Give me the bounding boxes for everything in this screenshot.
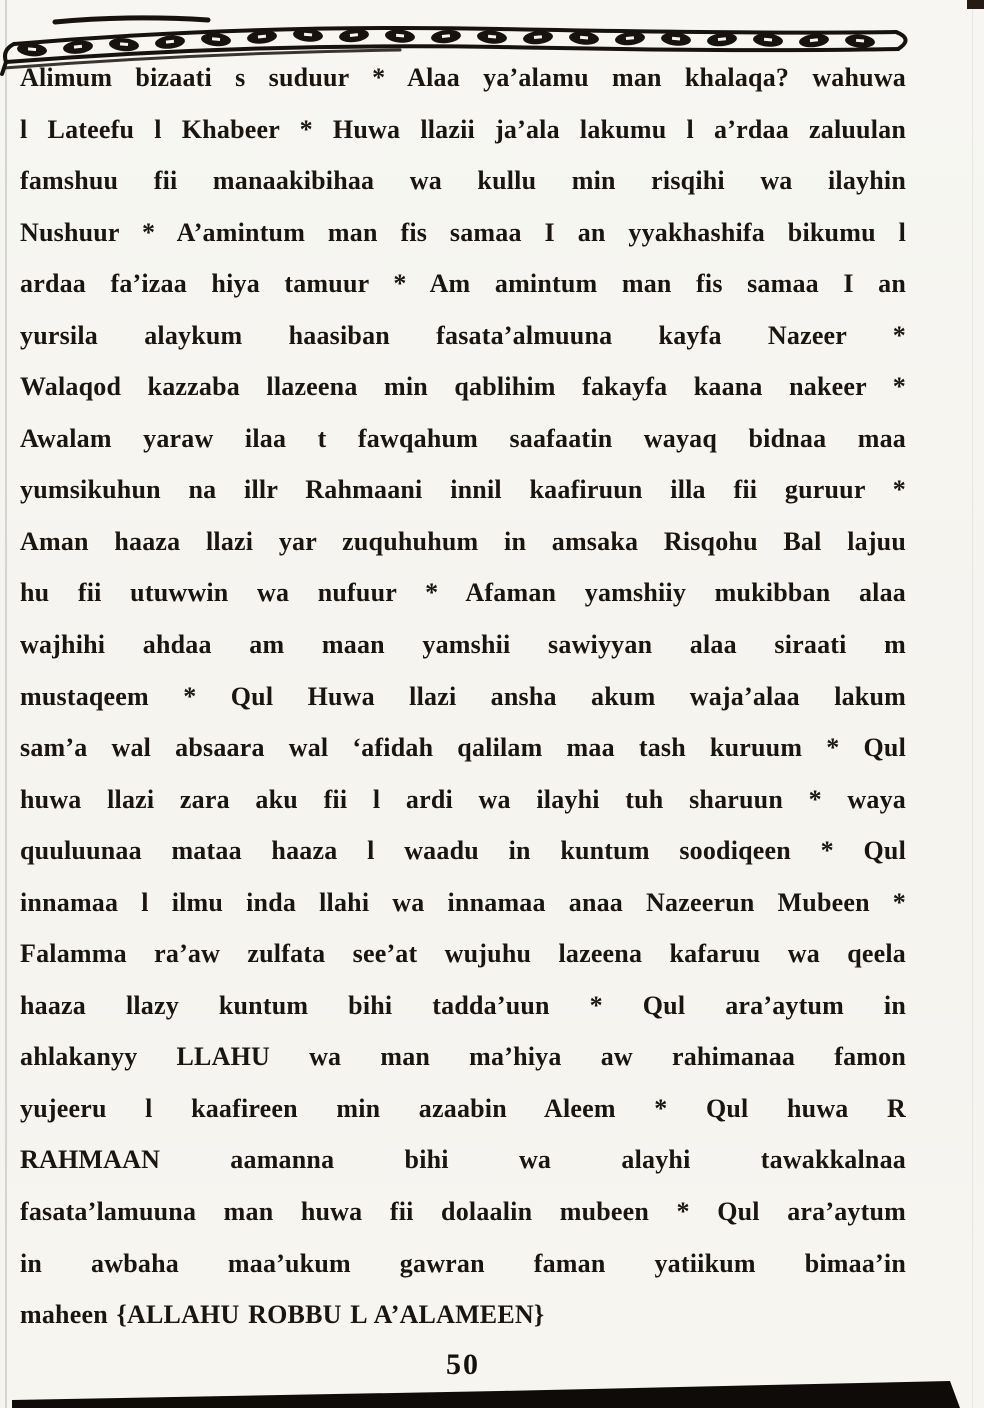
scan-bottom-edge-bar [0, 1378, 984, 1408]
text-line: hu fii utuwwin wa nufuur * Afaman yamshiiy mukibban alaa [20, 578, 906, 608]
text-line: yursila alaykum haasiban fasata’almuuna kayfa Nazeer * [20, 320, 906, 350]
text-line: in awbaha maa’ukum gawran faman yatiikum bimaa’in [20, 1248, 906, 1278]
body-text [20, 52, 906, 1341]
text-line: yujeeru l kaafireen min azaabin Aleem * Qul huwa R [20, 1093, 906, 1123]
text-line: famshuu fii manaakibihaa wa kullu min risqihi wa ilayhin [20, 166, 906, 196]
text-line: Aman haaza llazi yar zuquhuhum in amsaka Risqohu Bal lajuu [20, 526, 906, 556]
text-line: l Lateefu l Khabeer * Huwa llazii ja’ala lakumu l a’rdaa zaluulan [20, 114, 906, 144]
text-line: ahlakanyy LLAHU wa man ma’hiya aw rahimanaa famon [20, 1042, 906, 1072]
text-line: quuluunaa mataa haaza l waadu in kuntum soodiqeen * Qul [20, 836, 906, 866]
text-line: Nushuur * A’amintum man fis samaa I an yyakhashifa bikumu l [20, 217, 906, 247]
scan-gutter-line-right [972, 0, 973, 1408]
text-line: Walaqod kazzaba llazeena min qablihim fakayfa kaana nakeer * [20, 372, 906, 402]
text-line: haaza llazy kuntum bihi tadda’uun * Qul ara’aytum in [20, 990, 906, 1020]
text-line: mustaqeem * Qul Huwa llazi ansha akum waja’alaa lakum [20, 681, 906, 711]
text-line: Awalam yaraw ilaa t fawqahum saafaatin wayaq bidnaa maa [20, 423, 906, 453]
scan-corner-mark [967, 0, 984, 9]
text-line: innamaa l ilmu inda llahi wa innamaa anaa Nazeerun Mubeen * [20, 887, 906, 917]
text-line: fasata’lamuuna man huwa fii dolaalin mubeen * Qul ara’aytum [20, 1197, 906, 1227]
text-line: ardaa fa’izaa hiya tamuur * Am amintum man fis samaa I an [20, 269, 906, 299]
text-line: yumsikuhun na illr Rahmaani innil kaafiruun illa fii guruur * [20, 475, 906, 505]
page-number: 50 [446, 1348, 480, 1381]
text-line: wajhihi ahdaa am maan yamshii sawiyyan alaa siraati m [20, 630, 906, 660]
text-line: huwa llazi zara aku fii l ardi wa ilayhi tuh sharuun * waya [20, 784, 906, 814]
text-line: Falamma ra’aw zulfata see’at wujuhu lazeena kafaruu wa qeela [20, 939, 906, 969]
scan-gutter-line-left [5, 0, 7, 1408]
text-line: RAHMAAN aamanna bihi wa alayhi tawakkalnaa [20, 1145, 906, 1175]
text-line: Alimum bizaati s suduur * Alaa ya’alamu man khalaqa? wahuwa [20, 63, 906, 92]
text-line: sam’a wal absaara wal ‘afidah qalilam maa tash kuruum * Qul [20, 733, 906, 763]
text-line: maheen {ALLAHU ROBBU L A’ALAMEEN} [20, 1300, 545, 1330]
